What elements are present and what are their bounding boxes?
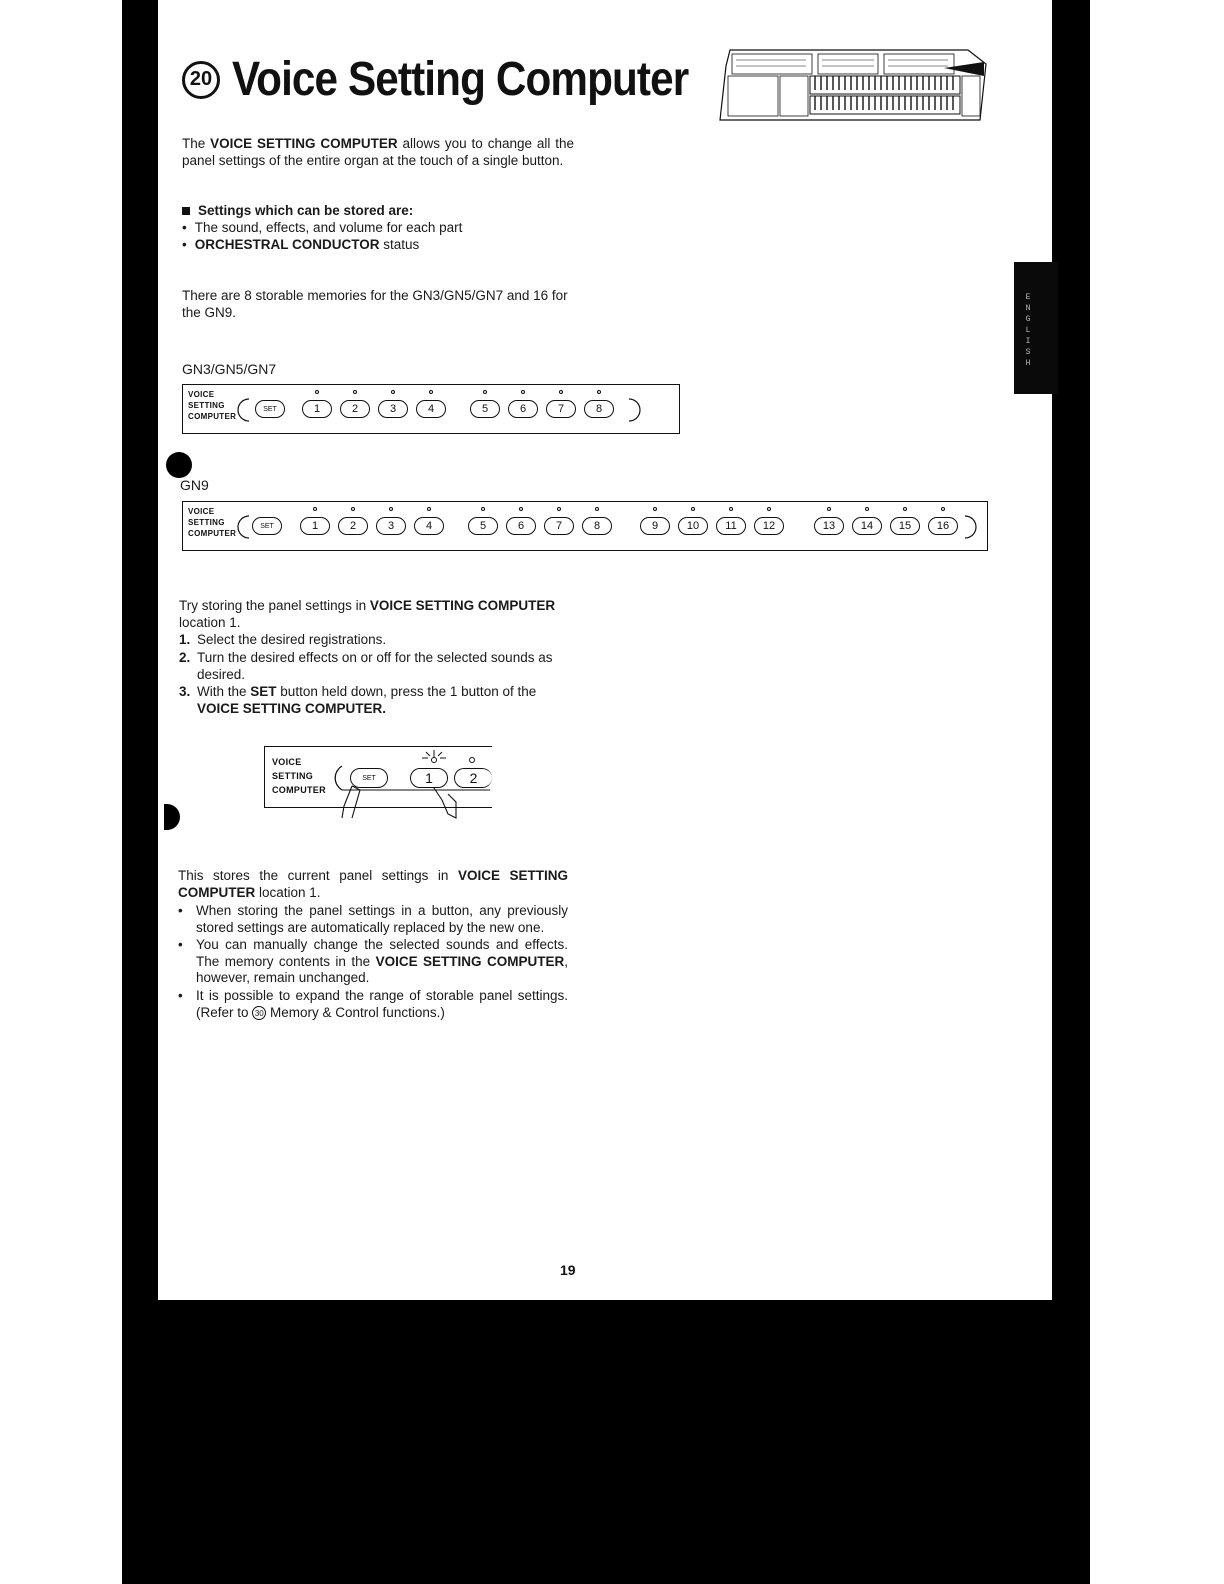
- intro-post: allows you to change all the panel settings of the entire organ at the touch of a single button.: [182, 136, 575, 168]
- small-memory-button-7[interactable]: 7: [546, 400, 576, 418]
- tab-letter: L: [1025, 326, 1031, 335]
- label-setting: SETTING: [188, 518, 225, 527]
- small-memory-led-3: [391, 390, 395, 394]
- large-memory-led-4: [427, 507, 431, 511]
- large-memory-button-10[interactable]: 10: [678, 517, 708, 535]
- small-memory-led-6: [521, 390, 525, 394]
- large-memory-button-12[interactable]: 12: [754, 517, 784, 535]
- note-2-pre: You can manually change the selected sounds and effects. The memory contents in the: [196, 937, 568, 969]
- large-memory-led-7: [557, 507, 561, 511]
- stored-item-2: [182, 237, 419, 254]
- try-bold: VOICE SETTING COMPUTER: [369, 598, 556, 613]
- intro-pre: The: [182, 136, 211, 151]
- section-title-text: Voice Setting Computer: [232, 53, 689, 106]
- large-memory-led-8: [595, 507, 599, 511]
- tab-letter: N: [1025, 304, 1031, 313]
- bullet-icon: •: [178, 903, 183, 918]
- note-1: [178, 903, 568, 936]
- large-memory-button-8[interactable]: 8: [582, 517, 612, 535]
- section-number-badge: 20: [182, 61, 220, 99]
- small-memory-led-7: [559, 390, 563, 394]
- large-memory-button-4[interactable]: 4: [414, 517, 444, 535]
- note-2: [178, 937, 568, 987]
- diagram-label: [272, 755, 326, 797]
- language-tab-letters: [1022, 292, 1034, 369]
- large-memory-led-5: [481, 507, 485, 511]
- intro-paragraph: [182, 136, 574, 169]
- diagram-button-1[interactable]: 1: [410, 768, 448, 788]
- tab-letter: S: [1025, 348, 1031, 357]
- large-memory-button-11[interactable]: 11: [716, 517, 746, 535]
- intro-bold: VOICE SETTING COMPUTER: [210, 136, 398, 151]
- bullet-icon: •: [182, 237, 187, 252]
- step-2: [179, 650, 571, 683]
- stored-item-1-text: The sound, effects, and volume for each part: [194, 220, 463, 235]
- note-2-post: , however, remain unchanged.: [196, 953, 569, 985]
- step-2-number: 2.: [179, 650, 191, 665]
- large-memory-led-6: [519, 507, 523, 511]
- diagram-set-button[interactable]: SET: [350, 768, 388, 788]
- note-3: [178, 988, 568, 1021]
- large-memory-led-10: [691, 507, 695, 511]
- page-number: 19: [560, 1262, 576, 1278]
- small-memory-led-5: [483, 390, 487, 394]
- stores-bold: VOICE SETTING COMPUTER: [178, 868, 568, 900]
- panel-small-caption: GN3/GN5/GN7: [182, 361, 277, 377]
- large-memory-button-1[interactable]: 1: [300, 517, 330, 535]
- large-memory-led-14: [865, 507, 869, 511]
- large-memory-button-5[interactable]: 5: [468, 517, 498, 535]
- square-bullet-icon: [182, 207, 190, 215]
- large-memory-button-6[interactable]: 6: [506, 517, 536, 535]
- large-memory-led-16: [941, 507, 945, 511]
- label-voice: VOICE: [272, 757, 302, 767]
- large-memory-button-9[interactable]: 9: [640, 517, 670, 535]
- step-3-pre: With the: [197, 684, 251, 699]
- step-3-mid: button held down, press the 1 button of the: [276, 684, 537, 699]
- bullet-icon: •: [178, 988, 183, 1003]
- label-voice: VOICE: [188, 390, 215, 399]
- small-memory-button-1[interactable]: 1: [302, 400, 332, 418]
- stored-heading-text: Settings which can be stored are:: [198, 203, 414, 218]
- small-memory-button-2[interactable]: 2: [340, 400, 370, 418]
- note-3-post: Memory & Control functions.): [266, 1004, 445, 1020]
- step-1-number: 1.: [179, 632, 191, 647]
- label-computer: COMPUTER: [272, 785, 326, 795]
- label-setting: SETTING: [272, 771, 314, 781]
- section-ref-badge: 30: [252, 1006, 266, 1020]
- registration-hole-icon: [166, 452, 192, 478]
- label-setting: SETTING: [188, 401, 225, 410]
- try-pre: Try storing the panel settings in: [179, 598, 370, 613]
- step-3-bold-1: SET: [250, 684, 277, 699]
- large-memory-button-2[interactable]: 2: [338, 517, 368, 535]
- diagram-button-2[interactable]: 2: [454, 768, 492, 788]
- scan-border-bottom: [122, 1300, 1090, 1584]
- large-memory-button-3[interactable]: 3: [376, 517, 406, 535]
- tab-letter: E: [1025, 293, 1031, 302]
- step-3-number: 3.: [179, 684, 191, 699]
- small-memory-led-2: [353, 390, 357, 394]
- label-computer: COMPUTER: [188, 412, 237, 421]
- large-memory-led-15: [903, 507, 907, 511]
- large-memory-led-11: [729, 507, 733, 511]
- tab-letter: H: [1025, 359, 1031, 368]
- large-memory-button-15[interactable]: 15: [890, 517, 920, 535]
- small-memory-led-8: [597, 390, 601, 394]
- large-memory-led-1: [313, 507, 317, 511]
- stores-pre: This stores the current panel settings in: [178, 868, 458, 883]
- bullet-icon: •: [178, 937, 183, 952]
- small-memory-led-4: [429, 390, 433, 394]
- step-3-bold-2: VOICE SETTING COMPUTER.: [197, 700, 387, 716]
- note-1-text: When storing the panel settings in a button, any previously stored settings are automatically replaced by the new one.: [196, 903, 568, 935]
- tab-letter: G: [1025, 315, 1031, 324]
- label-computer: COMPUTER: [188, 529, 237, 538]
- small-memory-led-1: [315, 390, 319, 394]
- step-1-text: Select the desired registrations.: [197, 632, 387, 647]
- try-post: location 1.: [179, 614, 241, 630]
- stored-item-1: [182, 220, 462, 237]
- small-memory-button-4[interactable]: 4: [416, 400, 446, 418]
- note-2-bold: VOICE SETTING COMPUTER: [375, 953, 565, 969]
- large-set-button[interactable]: SET: [252, 517, 282, 535]
- large-memory-button-13[interactable]: 13: [814, 517, 844, 535]
- label-voice: VOICE: [188, 507, 215, 516]
- small-memory-button-8[interactable]: 8: [584, 400, 614, 418]
- stored-item-2-bold: ORCHESTRAL CONDUCTOR: [194, 237, 380, 252]
- step-3: [179, 684, 571, 717]
- section-title: [182, 52, 751, 107]
- small-set-button[interactable]: SET: [255, 400, 285, 418]
- tab-letter: I: [1025, 337, 1031, 346]
- stores-post: location 1.: [255, 884, 321, 900]
- stored-item-2-post: status: [379, 237, 420, 252]
- language-tab: [1014, 262, 1058, 394]
- step-2-text: Turn the desired effects on or off for the selected sounds as desired.: [197, 650, 553, 682]
- large-memory-led-13: [827, 507, 831, 511]
- step-1: [179, 632, 571, 649]
- small-memory-button-3[interactable]: 3: [378, 400, 408, 418]
- small-memory-button-6[interactable]: 6: [508, 400, 538, 418]
- stores-paragraph: [178, 868, 568, 901]
- stored-heading: [182, 203, 413, 220]
- large-memory-led-9: [653, 507, 657, 511]
- panel-large-caption: GN9: [180, 477, 209, 493]
- note-3-pre: It is possible to expand the range of storable panel settings. (Refer to: [196, 988, 568, 1020]
- large-memory-button-7[interactable]: 7: [544, 517, 574, 535]
- large-memory-led-3: [389, 507, 393, 511]
- bullet-icon: •: [182, 220, 187, 235]
- organ-illustration: [718, 46, 988, 122]
- large-memory-led-12: [767, 507, 771, 511]
- small-memory-button-5[interactable]: 5: [470, 400, 500, 418]
- try-paragraph: [179, 598, 571, 631]
- large-memory-button-14[interactable]: 14: [852, 517, 882, 535]
- large-memory-led-2: [351, 507, 355, 511]
- memories-paragraph: There are 8 storable memories for the GN3/GN5/GN7 and 16 for the GN9.: [182, 288, 568, 320]
- large-memory-button-16[interactable]: 16: [928, 517, 958, 535]
